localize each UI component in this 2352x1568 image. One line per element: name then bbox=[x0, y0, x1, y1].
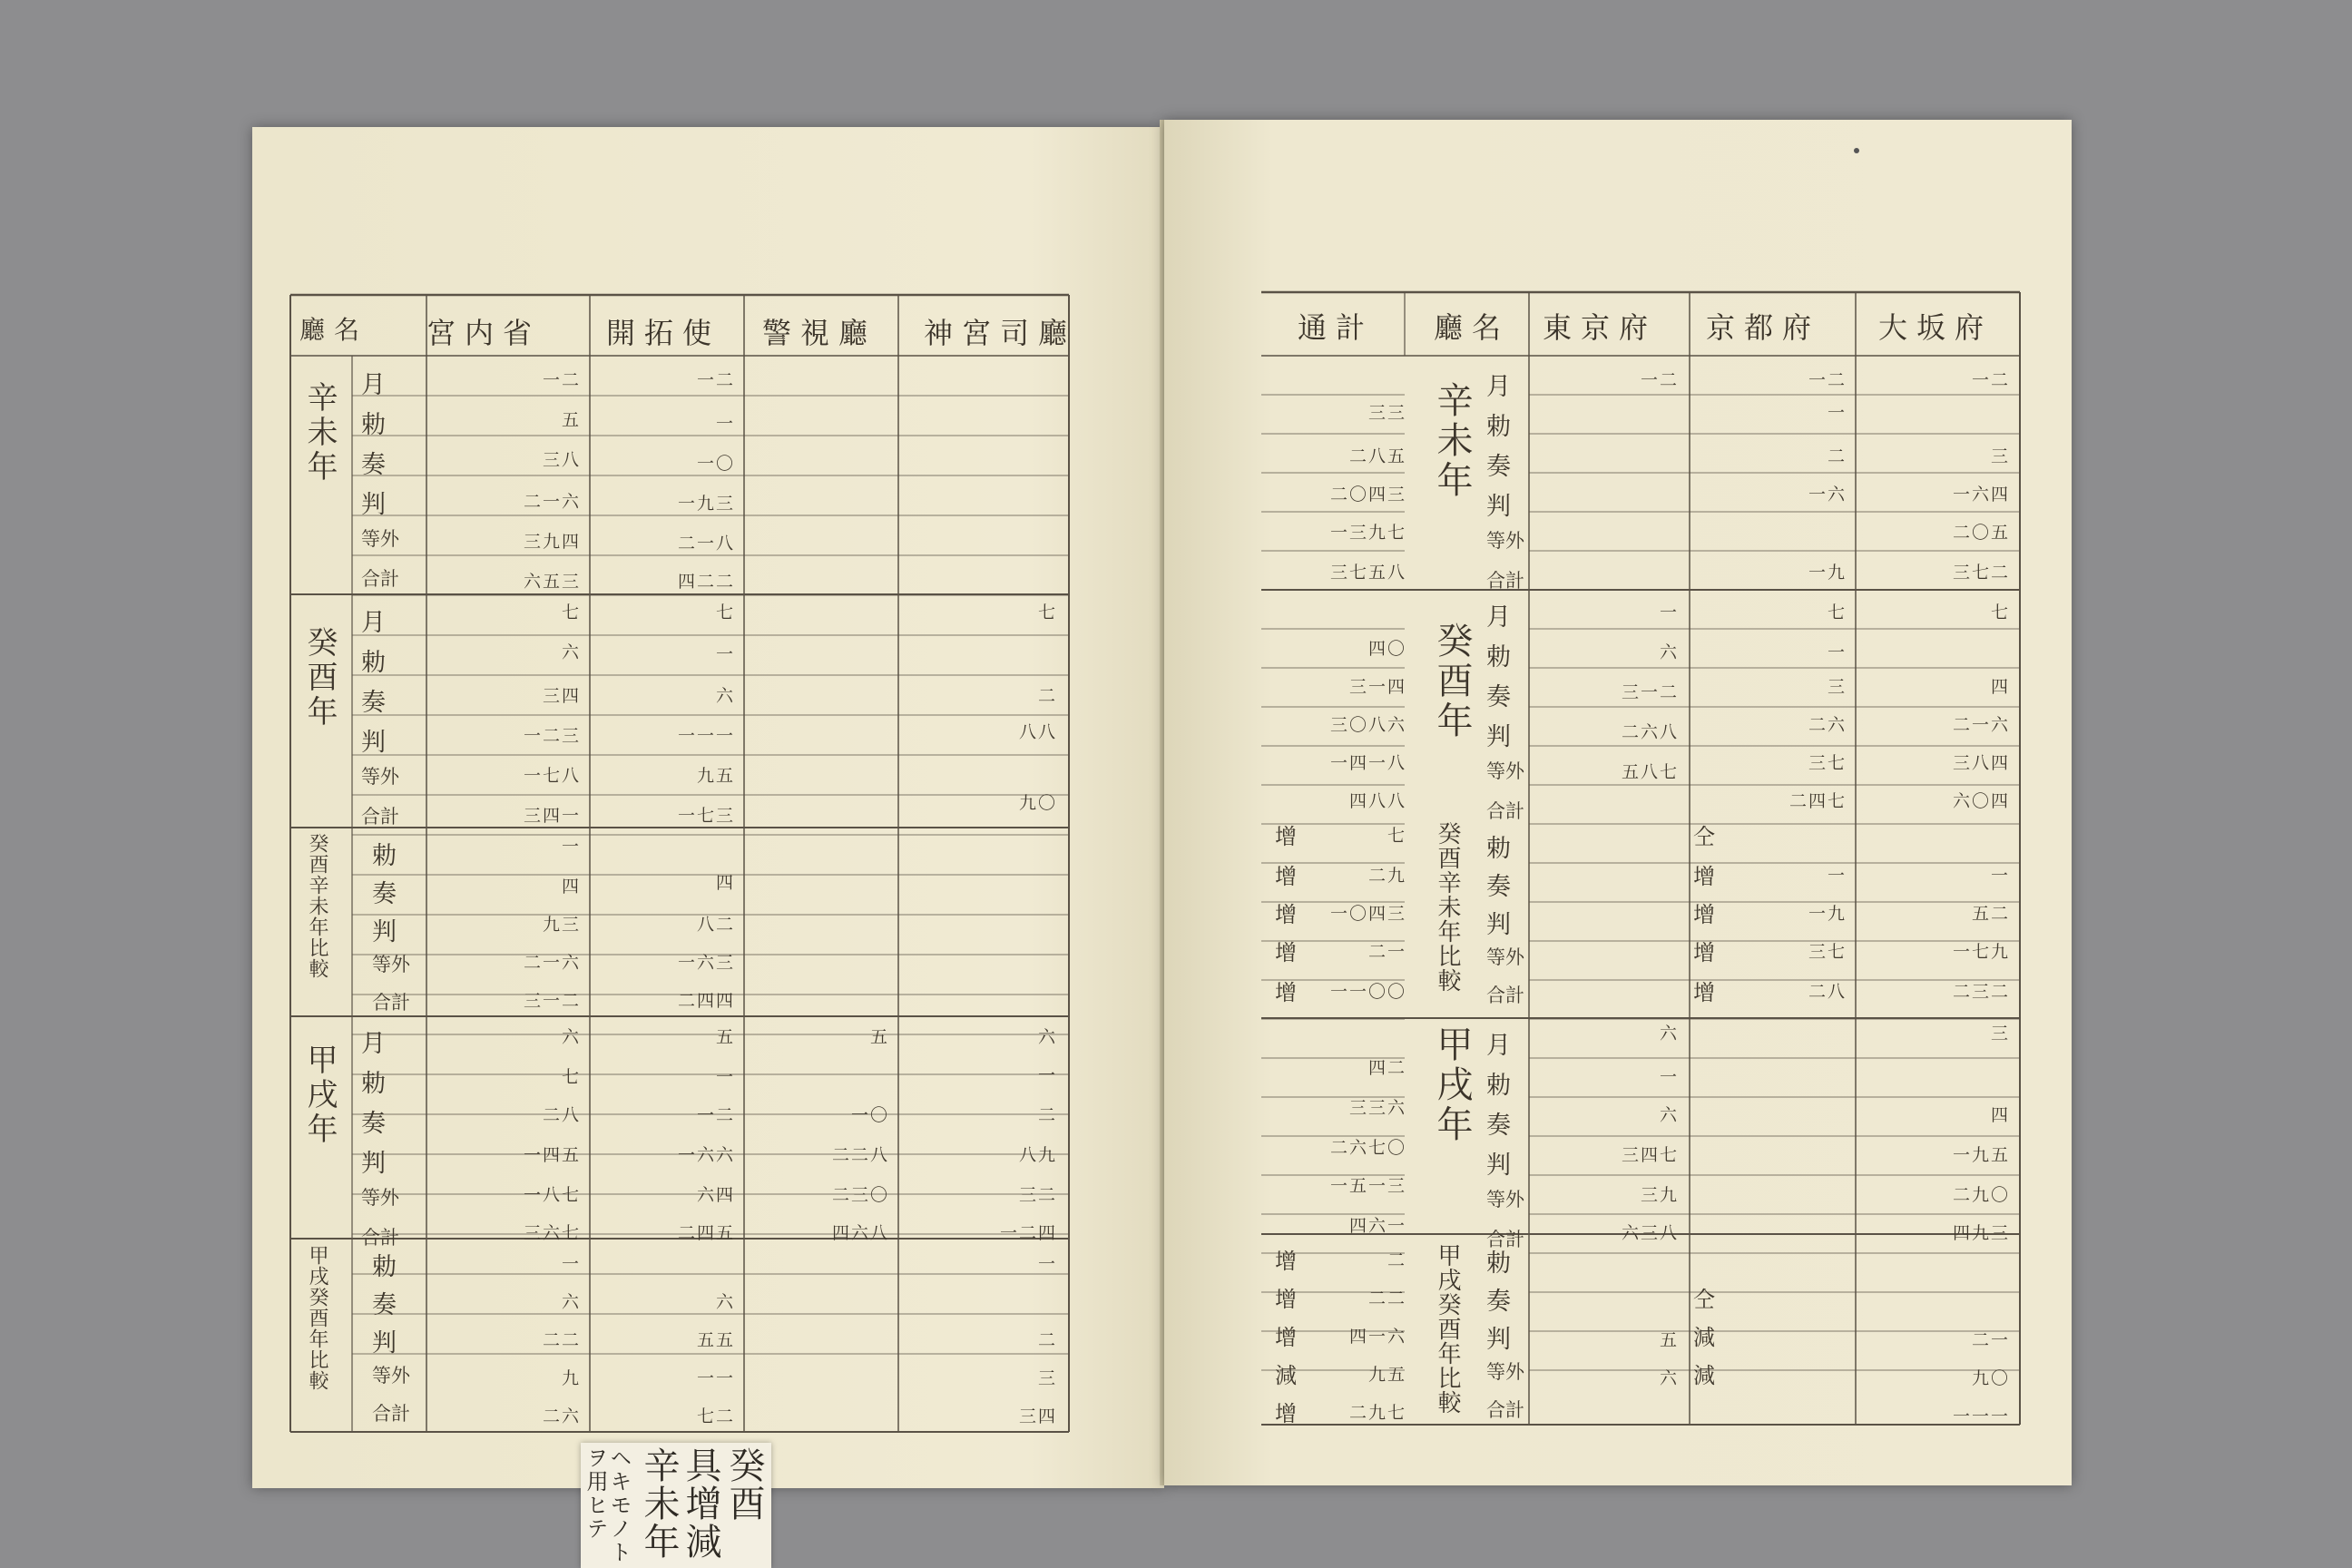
left-jingushicho-value: 二 bbox=[1037, 686, 1057, 706]
right-osaka-value: 二三二 bbox=[1952, 982, 2010, 1002]
left-row-label: 合計 bbox=[361, 568, 399, 590]
right-osaka-value: 四 bbox=[1990, 1105, 2010, 1125]
right-kyoto-value: 二六 bbox=[1808, 715, 1847, 735]
right-compare-row-label: 奏 bbox=[1486, 873, 1511, 901]
right-tokyo-value: 六 bbox=[1659, 1024, 1679, 1044]
right-total-value: 二九 bbox=[1367, 866, 1406, 886]
left-year-label-kiyu: 癸酉年 bbox=[301, 626, 338, 730]
left-jingushicho-value: 八九 bbox=[1018, 1145, 1057, 1165]
left-year-label-shinbi: 辛未年 bbox=[301, 381, 338, 485]
right-total-value: 二八五 bbox=[1348, 446, 1406, 466]
left-jingushicho-value: 一二四 bbox=[999, 1223, 1057, 1243]
right-kyoto-mark: 增 bbox=[1693, 864, 1715, 889]
right-change-mark: 增 bbox=[1275, 940, 1297, 965]
left-jingushicho-value: 六 bbox=[1037, 1027, 1057, 1047]
right-tokyo-value: 五八七 bbox=[1621, 762, 1679, 782]
left-kunaisho-value: 一八七 bbox=[523, 1185, 581, 1205]
right-kyoto-value: 一 bbox=[1827, 866, 1847, 886]
left-kunaisho-value: 一七八 bbox=[523, 766, 581, 786]
slip-text-column: 辛未年 bbox=[638, 1446, 680, 1561]
right-osaka-value: 二〇五 bbox=[1952, 523, 2010, 543]
right-total-value: 七 bbox=[1387, 826, 1406, 846]
right-total-value: 四八八 bbox=[1348, 791, 1406, 811]
right-compare-row-label: 勅 bbox=[1486, 1250, 1511, 1278]
left-jingushicho-value: 三 bbox=[1037, 1368, 1057, 1388]
left-kunaisho-value: 二二 bbox=[542, 1330, 581, 1350]
right-kyoto-mark: 仝 bbox=[1693, 1287, 1715, 1312]
left-kaitakushi-value: 一一一 bbox=[677, 726, 735, 746]
right-osaka-value: 三七二 bbox=[1952, 563, 2010, 583]
right-change-mark: 增 bbox=[1275, 1325, 1297, 1350]
right-row-label: 等外 bbox=[1486, 760, 1524, 782]
left-kunaisho-value: 一二 bbox=[542, 370, 581, 390]
right-row-label: 等外 bbox=[1486, 1189, 1524, 1210]
right-total-value: 一一〇〇 bbox=[1329, 982, 1406, 1002]
left-kaitakushi-value: 一 bbox=[715, 414, 735, 434]
left-kunaisho-value: 七 bbox=[561, 1067, 581, 1087]
left-kunaisho-value: 三八 bbox=[542, 450, 581, 470]
left-kaitakushi-value: 一六三 bbox=[677, 953, 735, 973]
right-total-value: 二一 bbox=[1367, 942, 1406, 962]
right-tokyo-value: 三四七 bbox=[1621, 1145, 1679, 1165]
right-change-mark: 增 bbox=[1275, 902, 1297, 927]
right-tokyo-value: 六 bbox=[1659, 1105, 1679, 1125]
left-row-label: 奏 bbox=[361, 451, 386, 479]
right-total-value: 三三 bbox=[1367, 403, 1406, 423]
right-tokyo-value: 一 bbox=[1659, 603, 1679, 622]
right-total-value: 四六一 bbox=[1348, 1216, 1406, 1236]
right-kyoto-value: 一 bbox=[1827, 642, 1847, 662]
left-kunaisho-value: 三四一 bbox=[523, 806, 581, 826]
right-total-value: 三七五八 bbox=[1329, 563, 1406, 583]
left-kunaisho-value: 三六七 bbox=[523, 1223, 581, 1243]
right-total-value: 三三六 bbox=[1348, 1098, 1406, 1118]
right-header-4: 大坂府 bbox=[1878, 310, 1994, 345]
left-row-label: 月 bbox=[361, 609, 386, 637]
right-change-mark: 增 bbox=[1275, 824, 1297, 849]
right-kyoto-value: 七 bbox=[1827, 603, 1847, 622]
right-osaka-value: 一一一 bbox=[1952, 1406, 2010, 1426]
right-tokyo-value: 三九 bbox=[1640, 1185, 1679, 1205]
left-row-label: 判 bbox=[361, 1150, 386, 1178]
left-kaitakushi-value: 五五 bbox=[696, 1330, 735, 1350]
left-row-label: 奏 bbox=[361, 1110, 386, 1138]
right-kyoto-mark: 仝 bbox=[1693, 824, 1715, 849]
left-kunaisho-value: 三一二 bbox=[523, 991, 581, 1011]
left-compare-row-label: 等外 bbox=[372, 954, 410, 975]
left-header-1: 宮内省 bbox=[426, 316, 542, 350]
left-row-label: 合計 bbox=[361, 806, 399, 828]
left-kunaisho-value: 四 bbox=[561, 877, 581, 897]
right-row-label: 奏 bbox=[1486, 1112, 1511, 1140]
left-kunaisho-value: 七 bbox=[561, 603, 581, 622]
right-osaka-value: 一 bbox=[1990, 866, 2010, 886]
right-total-value: 二六七〇 bbox=[1329, 1138, 1406, 1158]
left-jingushicho-value: 二 bbox=[1037, 1330, 1057, 1350]
right-total-value: 二九七 bbox=[1348, 1403, 1406, 1423]
right-total-value: 二二 bbox=[1367, 1289, 1406, 1308]
left-kaitakushi-value: 一 bbox=[715, 644, 735, 664]
left-kunaisho-value: 一二三 bbox=[523, 726, 581, 746]
right-total-value: 二 bbox=[1387, 1250, 1406, 1270]
right-compare-row-label: 勅 bbox=[1486, 835, 1511, 863]
right-osaka-value: 五二 bbox=[1971, 904, 2010, 924]
right-kyoto-value: 一 bbox=[1827, 403, 1847, 423]
right-change-mark: 增 bbox=[1275, 1287, 1297, 1312]
paper-slip-note bbox=[581, 1443, 771, 1568]
right-row-label: 月 bbox=[1486, 603, 1511, 632]
left-kunaisho-value: 三四 bbox=[542, 686, 581, 706]
right-compare-row-label: 合計 bbox=[1486, 1399, 1524, 1421]
left-kunaisho-value: 二一六 bbox=[523, 492, 581, 512]
right-kyoto-mark: 增 bbox=[1693, 980, 1715, 1005]
right-osaka-value: 一九五 bbox=[1952, 1145, 2010, 1165]
right-change-mark: 增 bbox=[1275, 864, 1297, 889]
right-row-label: 判 bbox=[1486, 1152, 1511, 1180]
right-kyoto-value: 一六 bbox=[1808, 485, 1847, 505]
left-row-label: 勅 bbox=[361, 649, 386, 677]
left-compare-row-label: 奏 bbox=[372, 880, 397, 908]
right-compare-row-label: 奏 bbox=[1486, 1288, 1511, 1316]
left-compare-label-1: 癸酉辛未年比較 bbox=[306, 833, 328, 979]
left-header-2: 開拓使 bbox=[606, 316, 721, 350]
right-row-label: 等外 bbox=[1486, 530, 1524, 552]
left-kaitakushi-value: 九五 bbox=[696, 766, 735, 786]
right-change-mark: 增 bbox=[1275, 1401, 1297, 1426]
slip-text-column: 具增減 bbox=[680, 1446, 721, 1561]
right-total-value: 一〇四三 bbox=[1329, 904, 1406, 924]
left-kaitakushi-value: 二四四 bbox=[677, 991, 735, 1011]
right-total-value: 一三九七 bbox=[1329, 523, 1406, 543]
left-kaitakushi-value: 四 bbox=[715, 873, 735, 893]
right-row-label: 判 bbox=[1486, 723, 1511, 751]
left-header-0: 廳名 bbox=[299, 315, 369, 345]
right-year-label-kiyu: 癸酉年 bbox=[1431, 622, 1473, 741]
right-compare-row-label: 判 bbox=[1486, 911, 1511, 939]
right-osaka-value: 二一六 bbox=[1952, 715, 2010, 735]
left-row-label: 勅 bbox=[361, 411, 386, 439]
right-osaka-value: 七 bbox=[1990, 603, 2010, 622]
right-header-0: 通計 bbox=[1298, 310, 1375, 345]
left-kaitakushi-value: 一六六 bbox=[677, 1145, 735, 1165]
right-osaka-value: 一七九 bbox=[1952, 942, 2010, 962]
right-osaka-value: 六〇四 bbox=[1952, 791, 2010, 811]
right-total-value: 九五 bbox=[1367, 1365, 1406, 1385]
left-kunaisho-value: 二六 bbox=[542, 1406, 581, 1426]
right-row-label: 奏 bbox=[1486, 453, 1511, 481]
right-osaka-value: 二九〇 bbox=[1952, 1185, 2010, 1205]
right-row-label: 月 bbox=[1486, 1032, 1511, 1060]
left-kaitakushi-value: 五 bbox=[715, 1027, 735, 1047]
left-kunaisho-value: 六五三 bbox=[523, 572, 581, 592]
right-kyoto-value: 一九 bbox=[1808, 904, 1847, 924]
right-osaka-value: 四九三 bbox=[1952, 1223, 2010, 1243]
left-year-label-kojutsu: 甲戌年 bbox=[301, 1044, 338, 1147]
left-jingushicho-value: 八八 bbox=[1018, 722, 1057, 742]
left-keishicho-value: 四六八 bbox=[831, 1223, 889, 1243]
left-row-label: 等外 bbox=[361, 766, 399, 788]
left-compare-row-label: 奏 bbox=[372, 1291, 397, 1319]
left-keishicho-value: 二二八 bbox=[831, 1145, 889, 1165]
left-kunaisho-value: 二八 bbox=[542, 1105, 581, 1125]
left-jingushicho-value: 三二 bbox=[1018, 1185, 1057, 1205]
right-osaka-value: 三八四 bbox=[1952, 753, 2010, 773]
slip-text-column: 癸酉 bbox=[723, 1446, 765, 1523]
left-row-label: 合計 bbox=[361, 1227, 399, 1249]
right-row-label: 奏 bbox=[1486, 683, 1511, 711]
right-total-value: 一五一三 bbox=[1329, 1176, 1406, 1196]
right-osaka-value: 三 bbox=[1990, 446, 2010, 466]
right-compare-label-1: 癸酉辛未年比較 bbox=[1434, 821, 1461, 993]
right-year-label-shinbi: 辛未年 bbox=[1431, 381, 1473, 501]
right-tokyo-value: 六 bbox=[1659, 1368, 1679, 1388]
left-kunaisho-value: 五 bbox=[561, 410, 581, 430]
right-kyoto-value: 三七 bbox=[1808, 753, 1847, 773]
left-row-label: 等外 bbox=[361, 528, 399, 550]
left-kunaisho-value: 六 bbox=[561, 1027, 581, 1047]
right-osaka-value: 二一 bbox=[1971, 1330, 2010, 1350]
left-jingushicho-value: 二 bbox=[1037, 1105, 1057, 1125]
right-tokyo-value: 六三八 bbox=[1621, 1223, 1679, 1243]
left-compare-row-label: 判 bbox=[372, 918, 397, 946]
right-kyoto-value: 二四七 bbox=[1788, 791, 1847, 811]
left-kaitakushi-value: 二一八 bbox=[677, 534, 735, 554]
right-total-value: 四二 bbox=[1367, 1058, 1406, 1078]
right-compare-row-label: 判 bbox=[1486, 1326, 1511, 1354]
right-compare-row-label: 等外 bbox=[1486, 946, 1524, 968]
right-tokyo-value: 一二 bbox=[1640, 370, 1679, 390]
right-tokyo-value: 五 bbox=[1659, 1330, 1679, 1350]
right-compare-row-label: 合計 bbox=[1486, 985, 1524, 1006]
left-kaitakushi-value: 六四 bbox=[696, 1185, 735, 1205]
right-total-value: 三〇八六 bbox=[1329, 715, 1406, 735]
left-kunaisho-value: 三九四 bbox=[523, 532, 581, 552]
left-kaitakushi-value: 一〇 bbox=[696, 454, 735, 474]
left-keishicho-value: 五 bbox=[869, 1027, 889, 1047]
right-row-label: 勅 bbox=[1486, 643, 1511, 671]
left-compare-row-label: 合計 bbox=[372, 992, 410, 1014]
right-kyoto-value: 一二 bbox=[1808, 370, 1847, 390]
right-osaka-value: 一二 bbox=[1971, 370, 2010, 390]
left-kunaisho-value: 九 bbox=[561, 1368, 581, 1388]
slip-text-column: ヘキモノト bbox=[606, 1446, 632, 1564]
right-osaka-value: 四 bbox=[1990, 677, 2010, 697]
right-compare-row-label: 等外 bbox=[1486, 1361, 1524, 1383]
left-compare-row-label: 勅 bbox=[372, 842, 397, 870]
right-compare-label-2: 甲戌癸酉年比較 bbox=[1434, 1243, 1461, 1415]
left-row-label: 等外 bbox=[361, 1187, 399, 1209]
right-kyoto-mark: 減 bbox=[1693, 1363, 1715, 1388]
left-compare-label-2: 甲戌癸酉年比較 bbox=[306, 1245, 328, 1391]
right-total-value: 一四一八 bbox=[1329, 753, 1406, 773]
right-tokyo-value: 六 bbox=[1659, 642, 1679, 662]
right-total-value: 二〇四三 bbox=[1329, 485, 1406, 505]
left-row-label: 勅 bbox=[361, 1070, 386, 1098]
right-total-value: 三一四 bbox=[1348, 677, 1406, 697]
left-compare-row-label: 勅 bbox=[372, 1253, 397, 1281]
left-kaitakushi-value: 一九三 bbox=[677, 494, 735, 514]
left-jingushicho-value: 九〇 bbox=[1018, 793, 1057, 813]
left-row-label: 判 bbox=[361, 729, 386, 757]
right-tokyo-value: 一 bbox=[1659, 1067, 1679, 1087]
left-jingushicho-value: 一 bbox=[1037, 1254, 1057, 1274]
left-compare-row-label: 判 bbox=[372, 1329, 397, 1357]
right-header-2: 東京府 bbox=[1543, 310, 1658, 345]
left-compare-row-label: 合計 bbox=[372, 1403, 410, 1425]
right-kyoto-value: 三 bbox=[1827, 677, 1847, 697]
left-compare-row-label: 等外 bbox=[372, 1365, 410, 1387]
right-kyoto-value: 二八 bbox=[1808, 982, 1847, 1002]
left-kunaisho-value: 二一六 bbox=[523, 953, 581, 973]
right-row-label: 判 bbox=[1486, 493, 1511, 521]
left-kaitakushi-value: 七二 bbox=[696, 1406, 735, 1426]
right-kyoto-mark: 增 bbox=[1693, 902, 1715, 927]
right-osaka-value: 九〇 bbox=[1971, 1368, 2010, 1388]
left-kaitakushi-value: 一一 bbox=[696, 1368, 735, 1388]
right-tokyo-value: 三一二 bbox=[1621, 682, 1679, 702]
slip-text-column: ヲ用ヒテ bbox=[583, 1446, 608, 1541]
right-row-label: 合計 bbox=[1486, 570, 1524, 592]
right-total-value: 四一六 bbox=[1348, 1327, 1406, 1347]
right-kyoto-value: 一九 bbox=[1808, 563, 1847, 583]
left-header-3: 警視廳 bbox=[762, 316, 877, 350]
right-row-label: 合計 bbox=[1486, 800, 1524, 822]
right-osaka-value: 一六四 bbox=[1952, 485, 2010, 505]
left-jingushicho-value: 七 bbox=[1037, 603, 1057, 622]
right-kyoto-value: 三七 bbox=[1808, 942, 1847, 962]
right-kyoto-value: 二 bbox=[1827, 446, 1847, 466]
left-jingushicho-value: 三四 bbox=[1018, 1406, 1057, 1426]
left-row-label: 判 bbox=[361, 491, 386, 519]
right-row-label: 月 bbox=[1486, 373, 1511, 401]
left-kaitakushi-value: 七 bbox=[715, 603, 735, 622]
right-kyoto-mark: 減 bbox=[1693, 1325, 1715, 1350]
right-osaka-value: 三 bbox=[1990, 1024, 2010, 1044]
left-kaitakushi-value: 一七三 bbox=[677, 806, 735, 826]
left-kaitakushi-value: 一 bbox=[715, 1067, 735, 1087]
left-keishicho-value: 二三〇 bbox=[831, 1185, 889, 1205]
right-row-label: 勅 bbox=[1486, 413, 1511, 441]
left-kaitakushi-value: 六 bbox=[715, 1292, 735, 1312]
left-row-label: 月 bbox=[361, 371, 386, 399]
left-header-4: 神宮司廳 bbox=[924, 316, 1077, 350]
left-kaitakushi-value: 四二二 bbox=[677, 572, 735, 592]
left-kunaisho-value: 六 bbox=[561, 1292, 581, 1312]
left-jingushicho-value: 一 bbox=[1037, 1065, 1057, 1085]
left-kaitakushi-value: 一二 bbox=[696, 370, 735, 390]
left-kunaisho-value: 一 bbox=[561, 1254, 581, 1274]
right-change-mark: 增 bbox=[1275, 980, 1297, 1005]
right-row-label: 勅 bbox=[1486, 1072, 1511, 1100]
left-kaitakushi-value: 六 bbox=[715, 686, 735, 706]
left-kaitakushi-value: 一二 bbox=[696, 1105, 735, 1125]
right-header-3: 京都府 bbox=[1706, 310, 1821, 345]
left-kunaisho-value: 一 bbox=[561, 837, 581, 857]
left-kaitakushi-value: 二四五 bbox=[677, 1223, 735, 1243]
right-row-label: 合計 bbox=[1486, 1229, 1524, 1250]
left-kunaisho-value: 九三 bbox=[542, 915, 581, 935]
right-header-1: 廳名 bbox=[1434, 310, 1511, 345]
right-total-value: 四〇 bbox=[1367, 639, 1406, 659]
left-row-label: 月 bbox=[361, 1030, 386, 1058]
left-kunaisho-value: 一四五 bbox=[523, 1145, 581, 1165]
right-tokyo-value: 二六八 bbox=[1621, 722, 1679, 742]
right-change-mark: 減 bbox=[1275, 1363, 1297, 1388]
left-keishicho-value: 一〇 bbox=[850, 1105, 889, 1125]
left-row-label: 奏 bbox=[361, 689, 386, 717]
left-kunaisho-value: 六 bbox=[561, 642, 581, 662]
left-kaitakushi-value: 八二 bbox=[696, 915, 735, 935]
right-change-mark: 增 bbox=[1275, 1249, 1297, 1274]
right-kyoto-mark: 增 bbox=[1693, 940, 1715, 965]
right-year-label-kojutsu: 甲戌年 bbox=[1431, 1025, 1473, 1145]
